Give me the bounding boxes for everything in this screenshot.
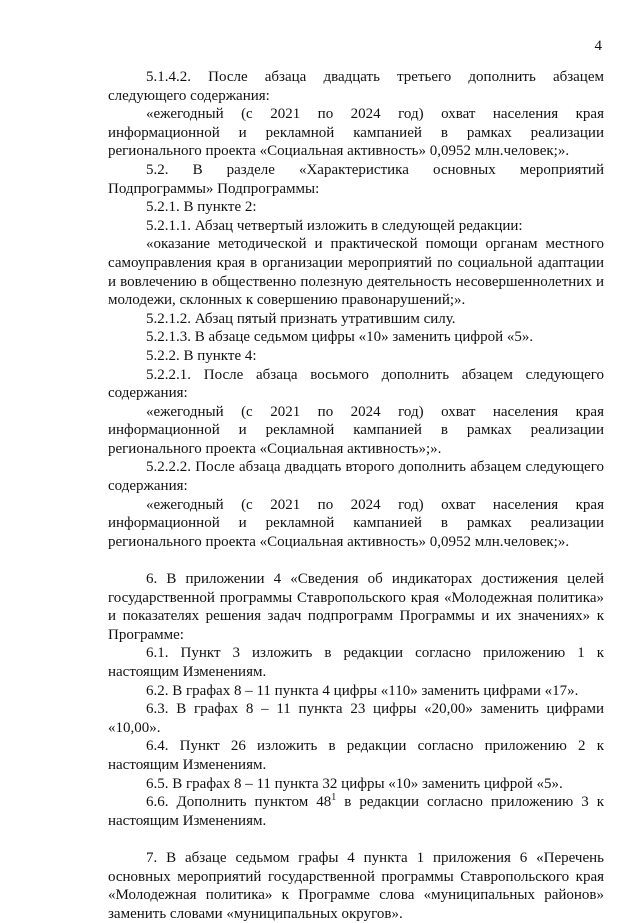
paragraph-spacer [108,551,604,570]
document-body [108,68,604,923]
page-number: 4 [594,38,602,54]
paragraph: «ежегодный (с 2021 по 2024 год) охват населения края информационной и рекламной кампанией в рамках реализации регионального проекта «Социальная активность» 0,0952 млн.человек;». [108,496,604,550]
paragraph: 5.2.2.1. После абзаца восьмого дополнить абзацем следующего содержания: [108,366,604,402]
paragraph [108,793,604,830]
paragraph: 7. В абзаце седьмом графы 4 пункта 1 приложения 6 «Перечень основных мероприятий государственной программы Ставропольского края «Молодежная политика» к Программе слова «муниципальных районов» заменить словами «муниципальных округов». [108,849,604,922]
paragraph: 6.1. Пункт 3 изложить в редакции согласно приложению 1 к настоящим Изменениям. [108,645,604,680]
paragraph: «оказание методической и практической помощи органам местного самоуправления края в организации мероприятий по социальной адаптации и вовлечению в общественно полезную деятельность несовершеннолетних и молодежи, склонных к совершению правонарушений;». [108,236,604,309]
paragraph: 6.2. В графах 8 – 11 пункта 4 цифры «110» заменить цифрами «17». [146,682,579,699]
paragraph-text: в редакции согласно приложению 3 к настоящим Изменениям. [108,794,605,829]
paragraph-text: 6.6. Дополнить пунктом 48 [146,794,332,811]
paragraph-spacer [108,830,604,849]
paragraph: 5.2.1.1. Абзац четвертый изложить в следующей редакции: [146,217,523,234]
superscript: 1 [331,792,337,804]
paragraph: «ежегодный (с 2021 по 2024 год) охват населения края информационной и рекламной кампанией в рамках реализации регионального проекта «Социальная активность»;». [108,403,604,457]
paragraph: 6.5. В графах 8 – 11 пункта 32 цифры «10» заменить цифрой «5». [146,775,563,792]
paragraph: «ежегодный (с 2021 по 2024 год) охват населения края информационной и рекламной кампанией в рамках реализации регионального проекта «Социальная активность» 0,0952 млн.человек;». [108,106,604,160]
paragraph: 6.3. В графах 8 – 11 пункта 23 цифры «20,00» заменить цифрами «10,00». [108,701,604,736]
paragraph: 5.1.4.2. После абзаца двадцать третьего дополнить абзацем следующего содержания: [108,69,604,104]
paragraph: 5.2. В разделе «Характеристика основных мероприятий Подпрограммы» Подпрограммы: [108,161,604,197]
paragraph: 5.2.1. В пункте 2: [146,199,257,216]
paragraph: 5.2.1.2. Абзац пятый признать утратившим силу. [146,310,456,327]
paragraph: 5.2.2.2. После абзаца двадцать второго дополнить абзацем следующего содержания: [108,459,604,495]
paragraph: 5.2.2. В пункте 4: [146,347,257,364]
paragraph: 6. В приложении 4 «Сведения об индикаторах достижения целей государственной программы Ставропольского края «Молодежная политика» и показателях решения задач подпрограмм Программы и их значениях» к Программе: [108,571,604,643]
paragraph: 6.4. Пункт 26 изложить в редакции согласно приложению 2 к настоящим Изменениям. [108,738,604,773]
paragraph: 5.2.1.3. В абзаце седьмом цифры «10» заменить цифрой «5». [146,329,534,346]
